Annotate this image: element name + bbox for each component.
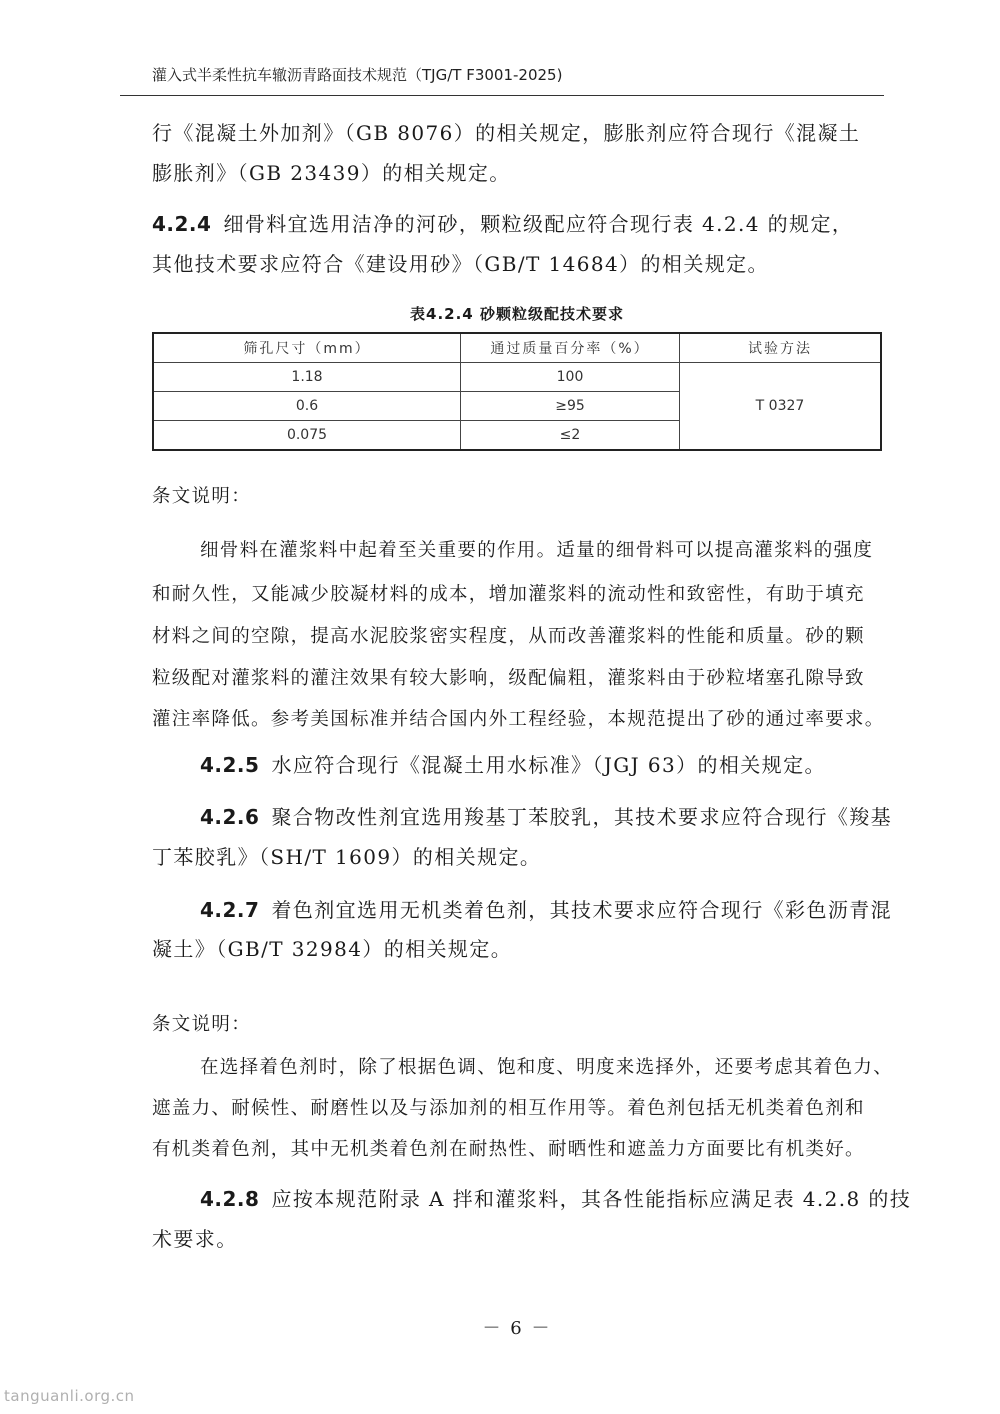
test-method-cell: T 0327 <box>680 363 882 451</box>
table-cell: 0.6 <box>153 392 461 421</box>
text-line: 膨胀剂》（GB 23439）的相关规定。 <box>152 161 511 185</box>
clause-number: 4.2.4 <box>152 212 212 236</box>
clause-text: 着色剂宜选用无机类着色剂，其技术要求应符合现行《彩色沥青混 <box>271 898 893 922</box>
clause-number: 4.2.7 <box>200 898 260 922</box>
table-cell: ≤2 <box>461 421 680 451</box>
clause-text: 聚合物改性剂宜选用羧基丁苯胶乳，其技术要求应符合现行《羧基 <box>271 805 893 829</box>
header-rule <box>120 95 884 96</box>
text-line: 在选择着色剂时，除了根据色调、饱和度、明度来选择外，还要考虑其着色力、 <box>200 1057 894 1078</box>
text-line <box>200 752 826 778</box>
table-header-cell: 筛孔尺寸（mm） <box>153 333 461 363</box>
text-line <box>200 804 892 830</box>
table-header-row <box>153 333 881 363</box>
clause-number: 4.2.6 <box>200 805 260 829</box>
clause-text: 应按本规范附录 A 拌和灌浆料，其各性能指标应满足表 4.2.8 的技 <box>271 1187 912 1211</box>
text-line: 丁苯胶乳》（SH/T 1609）的相关规定。 <box>152 845 542 869</box>
sand-gradation-table <box>152 332 882 451</box>
clause-text: 细骨料宜选用洁净的河砂，颗粒级配应符合现行表 4.2.4 的规定， <box>223 212 854 236</box>
table-row <box>153 363 881 392</box>
table-header-cell: 通过质量百分率（%） <box>461 333 680 363</box>
table-cell: 1.18 <box>153 363 461 392</box>
text-line: 和耐久性，又能减少胶凝材料的成本，增加灌浆料的流动性和致密性，有助于填充 <box>152 584 865 605</box>
page-number: － 6 － <box>482 1318 552 1339</box>
text-line: 灌注率降低。参考美国标准并结合国内外工程经验，本规范提出了砂的通过率要求。 <box>152 709 885 730</box>
text-line: 遮盖力、耐候性、耐磨性以及与添加剂的相互作用等。着色剂包括无机类着色剂和 <box>152 1098 865 1119</box>
text-line: 粒级配对灌浆料的灌注效果有较大影响，级配偏粗，灌浆料由于砂粒堵塞孔隙导致 <box>152 668 865 689</box>
table-caption: 表4.2.4 砂颗粒级配技术要求 <box>410 305 624 323</box>
table-cell: 100 <box>461 363 680 392</box>
table-cell: ≥95 <box>461 392 680 421</box>
clause-number: 4.2.8 <box>200 1187 260 1211</box>
header-title: 灌入式半柔性抗车辙沥青路面技术规范（TJG/T F3001-2025) <box>152 66 563 84</box>
table-cell: 0.075 <box>153 421 461 451</box>
text-line: 行《混凝土外加剂》（GB 8076）的相关规定，膨胀剂应符合现行《混凝土 <box>152 121 861 145</box>
text-line: 术要求。 <box>152 1227 238 1251</box>
table-header-cell: 试验方法 <box>680 333 882 363</box>
text-line <box>152 211 853 237</box>
text-line: 其他技术要求应符合《建设用砂》（GB/T 14684）的相关规定。 <box>152 252 769 276</box>
clause-text: 水应符合现行《混凝土用水标准》（JGJ 63）的相关规定。 <box>271 753 826 777</box>
text-line <box>200 897 892 923</box>
commentary-label: 条文说明： <box>152 486 252 507</box>
text-line: 凝土》（GB/T 32984）的相关规定。 <box>152 937 513 961</box>
clause-number: 4.2.5 <box>200 753 260 777</box>
watermark: tanguanli.org.cn <box>4 1387 135 1405</box>
text-line: 有机类着色剂，其中无机类着色剂在耐热性、耐晒性和遮盖力方面要比有机类好。 <box>152 1139 865 1160</box>
text-line: 材料之间的空隙，提高水泥胶浆密实程度，从而改善灌浆料的性能和质量。砂的颗 <box>152 626 865 647</box>
text-line: 细骨料在灌浆料中起着至关重要的作用。适量的细骨料可以提高灌浆料的强度 <box>200 540 874 561</box>
commentary-label: 条文说明： <box>152 1014 252 1035</box>
text-line <box>200 1186 911 1212</box>
